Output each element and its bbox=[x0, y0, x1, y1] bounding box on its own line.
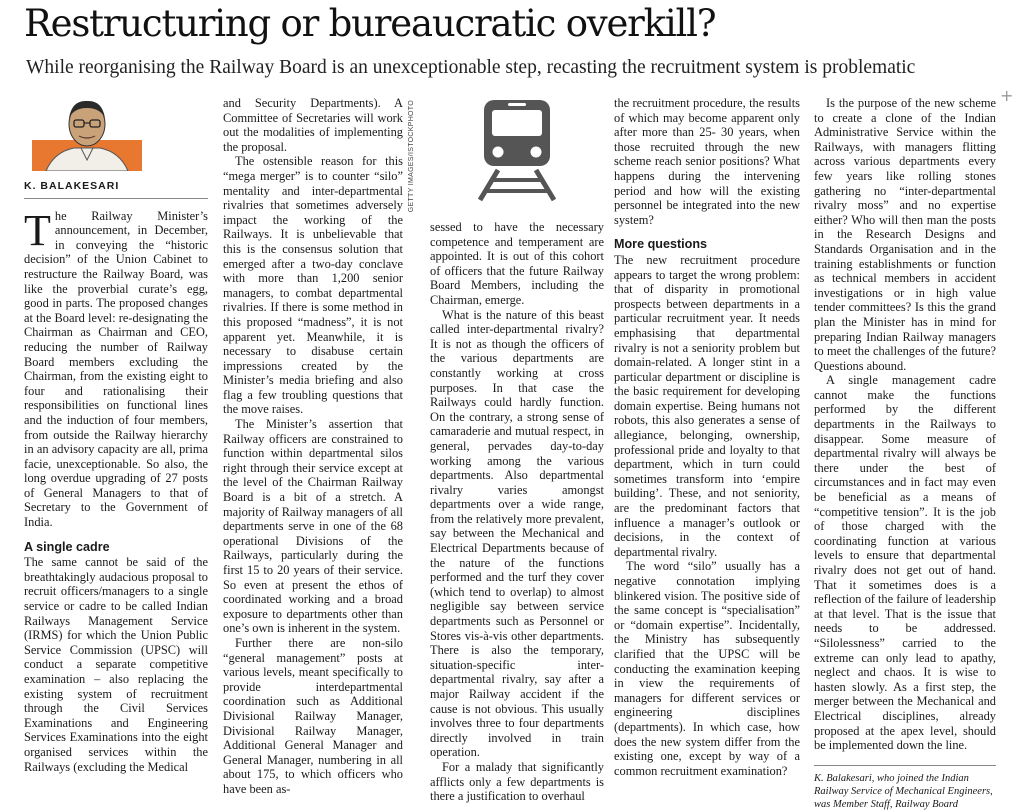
paragraph: The new recruitment procedure appears to target the wrong problem: that of disparity in promotional prospects between departments in a particular recruitment year. It needs emphasising that departmental rivalry is not a seniority problem but domain-related. A longer stint in a particular department or discipline is the basic requirement for developing domain expertise. Being humans not robots, this also generates a sense of allegiance, belonging, ownership, professional pride and loyalty to that department, which in turn could sometimes transform into ‘empire building’. These, and not seniority, are the predominant factors that influence a manager’s outlook or decisions, in the context of departmental rivalry. bbox=[614, 252, 800, 559]
paragraph: Further there are non-silo “general management” posts at various levels, meant specifically to provide interdepartmental coordination such as Additional Divisional Railway Manager, Divisional Railway Manager, Additional General Manager and General Manager, numbering in all about 175, to which officers who have been as- bbox=[223, 635, 403, 796]
headline: Restructuring or bureaucratic overkill? bbox=[24, 2, 716, 45]
column-2 bbox=[223, 96, 403, 797]
column-1 bbox=[24, 96, 208, 774]
crop-mark: + bbox=[1000, 86, 1014, 105]
train-illustration bbox=[430, 96, 604, 204]
subheadline: While reorganising the Railway Board is an unexceptionable step, recasting the recruitment system is problematic bbox=[26, 57, 916, 78]
paragraph: The word “silo” usually has a negative connotation implying blinkered vision. The positive side of the same concept is “specialisation” or “domain expertise”. Incidentally, the Ministry has subsequently clarified that the UPSC will be conducting the examination keeping in view the requirements of managers for different services or engineering disciplines (departments). In which case, how does the new system differ from the existing one, except by way of a common recruitment examination? bbox=[614, 559, 800, 778]
bio-divider bbox=[814, 765, 996, 766]
author-bio: K. Balakesari, who joined the Indian Railway Service of Mechanical Engineers, was Member Staff, Railway Board bbox=[814, 772, 993, 810]
byline-divider bbox=[24, 198, 208, 199]
photo-credit: GETTY IMAGES/ISTOCKPHOTO bbox=[408, 100, 415, 213]
train-icon bbox=[430, 96, 604, 204]
paragraph: The same cannot be said of the breathtakingly audacious proposal to recruit officers/managers to a single service or cadre to be called Indian Railways Management Service (IRMS) for which the Union Public Service Commission (UPSC) will conduct a separate competitive examination – also replacing the existing system of recruitment through the Civil Services Examinations and Engineering Services Examinations into the eight organised services within the Railways (excluding the Medical bbox=[24, 555, 208, 774]
paragraph: and Security Departments). A Committee of Secretaries will work out the modalities of implementing the proposal. bbox=[223, 96, 403, 154]
column-4 bbox=[614, 96, 800, 778]
subhead-more-questions: More questions bbox=[614, 237, 708, 252]
paragraph: A single management cadre cannot make the functions performed by the different departments in the Railways to disappear. Some measure of departmental rivalry will always be there under the best of circumstances and in fact may even be beneficial as a means of “competitive tension”. It is the job of those charged with the coordinating function at various levels to ensure that departmental rivalry does not get out of hand. That it sometimes does is a reflection of the failure of leadership at that level. That is the issue that needs to be addressed. “Silolessness” carried to the extreme can only lead to apathy, neglect and chaos. It is wise to hasten slowly. As a first step, the merger between the Mechanical and Electrical disciplines, already proposed at the apex level, should be implemented down the line. bbox=[814, 373, 996, 753]
lead-paragraph bbox=[24, 205, 208, 530]
author-photo bbox=[32, 96, 142, 171]
lead-text: he Railway Minister’s announcement, in December, in conveying the “historic decision” of the Union Cabinet to restructure the Railway Board, was like the proverbial curate’s egg, good in parts. The proposed changes at the Board level: re-designating the Chairman as Chairman and CEO, reducing the number of Railway Board members excluding the Chairman, from the existing eight to four and rationalising their responsibilities on functional lines and the induction of four members, from outside the Railway hierarchy in an advisory capacity are all, prima facie, unexceptionable. So also, the long overdue upgrading of 27 posts of General Managers to that of Secretary to the Government of India. bbox=[24, 208, 208, 530]
column-3 bbox=[430, 220, 604, 804]
paragraph: The Minister’s assertion that Railway officers are constrained to function within departmental silos right through their service except at the level of the Chairman Railway Board is a bit of a stretch. A majority of Railway managers of all departments serve in one of the 68 operational Divisions of the Railways, particularly during the first 15 to 20 years of their service. So even at present the ethos of coordinated working and a broad exposure to departments other than one’s own is inherent in the system. bbox=[223, 417, 403, 636]
paragraph: the recruitment procedure, the results of which may become apparent only after more than 25- 30 years, when those recruited through the new scheme reach senior positions? What happens during the intervening period and how will the existing personnel be integrated into the new system? bbox=[614, 96, 800, 227]
paragraph: The ostensible reason for this “mega merger” is to counter “silo” mentality and inter-departmental rivalries that sometimes adversely impact the working of the Railways. It is unbelievable that this is the consensus solution that emerged after a two-day conclave with more than 1,200 senior managers, to combat departmental rivalries. If there is some method in this proposed “madness”, it is not apparent yet. Meanwhile, it is necessary to disabuse certain impressions created by the Minister’s media briefing and also flag a few troubling questions that the move raises. bbox=[223, 154, 403, 417]
subhead-single-cadre: A single cadre bbox=[24, 539, 110, 554]
author-byline: K. BALAKESARI bbox=[24, 180, 120, 192]
paragraph: For a malady that significantly afflicts only a few departments is there a justification to overhaul bbox=[430, 759, 604, 804]
paragraph: Is the purpose of the new scheme to create a clone of the Indian Administrative Service within the Railways, with managers flitting across various departments every few years like rolling stones gathering no “inter-departmental rivalry moss” and no expertise either? Who will then man the posts in the Research Designs and Standards Organisation and in the training establishments or function as technical members in accident investigations or in high value tender committees? Is this the grand plan the Minister has in mind for preparing Indian Railway managers to meet the challenges of the future? Questions abound. bbox=[814, 96, 996, 373]
column-5 bbox=[814, 96, 996, 811]
drop-cap: T bbox=[24, 205, 51, 255]
paragraph: What is the nature of this beast called inter-departmental rivalry? It is not as though the officers of the various departments are constantly working at cross purposes. In that case the Railways could hardly function. On the contrary, a strong sense of camaraderie and mutual respect, in general, pervades day-to-day working among the various departments. Also departmental rivalry varies amongst departments over a wide range, from the relatively more prevalent, say between the Mechanical and Electrical Departments because of the nature of the functions performed and the turf they cover (which tend to overlap) to almost negligible say between service departments such as Personnel or Stores vis-à-vis other departments. There is also the temporary, situation-specific inter-departmental rivalry, say after a major Railway accident if the cause is not obvious. This usually involves three to four departments directly involved in train operation. bbox=[430, 307, 604, 760]
paragraph: sessed to have the necessary competence and temperament are appointed. It is out of this cohort of officers that the future Railway Board Members, including the Chairman, emerge. bbox=[430, 220, 604, 307]
